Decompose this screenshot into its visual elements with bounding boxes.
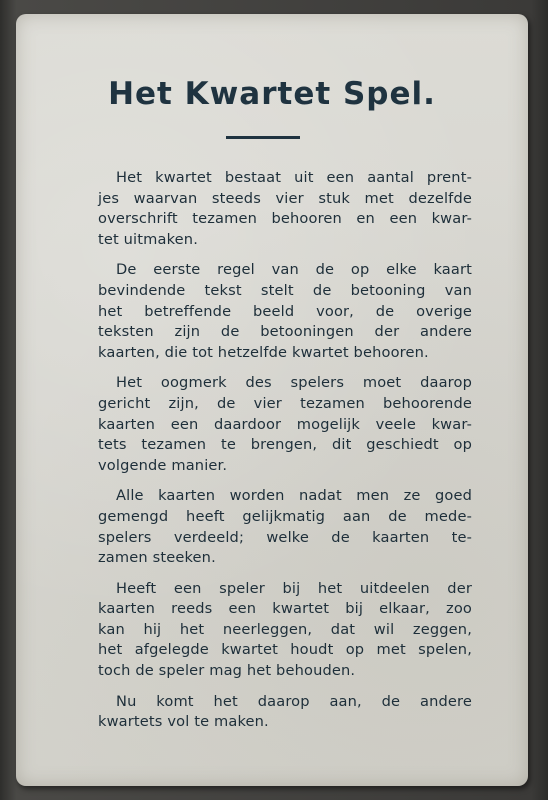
text-line: het afgelegde kwartet houdt op met spelen, [98, 641, 472, 659]
text-line: kaarten een daardoor mogelijk veele kwar- [98, 415, 472, 433]
text-line: kan hij het neerleggen, dat wil zeggen, [98, 620, 472, 638]
text-line: jes waarvan steeds vier stuk met dezelfde [98, 189, 472, 207]
text-line: bevindende tekst stelt de betooning van [98, 281, 472, 299]
text-line: Het oogmerk des spelers moet daarop [116, 374, 472, 392]
text-line: volgende manier. [98, 456, 228, 474]
paragraph-4 [80, 486, 472, 568]
text-line: teksten zijn de betooningen der andere [98, 323, 472, 341]
title-divider [226, 136, 300, 139]
card-title: Het Kwartet Spel. [108, 76, 436, 112]
text-line: tets tezamen te brengen, dit geschiedt op [98, 436, 472, 454]
game-rules-card [16, 14, 528, 786]
paragraph-5 [80, 579, 472, 682]
text-line: kwartets vol te maken. [98, 713, 269, 731]
text-line: De eerste regel van de op elke kaart [116, 261, 472, 279]
text-line: kaarten reeds een kwartet bij elkaar, zoo [98, 600, 472, 618]
text-line: overschrift tezamen behooren en een kwar- [98, 210, 472, 228]
paragraph-2 [80, 260, 472, 363]
text-line: Heeft een speler bij het uitdeelen der [116, 579, 472, 597]
text-line: toch de speler mag het behouden. [98, 662, 356, 680]
paragraph-6 [80, 692, 472, 733]
paragraph-3 [80, 373, 472, 476]
text-line: gemengd heeft gelijkmatig aan de mede- [98, 507, 472, 525]
text-line: gericht zijn, de vier tezamen behoorende [98, 394, 472, 412]
paragraph-1 [80, 168, 472, 250]
text-line: kaarten, die tot hetzelfde kwartet behooren. [98, 343, 429, 361]
text-line: Het kwartet bestaat uit een aantal prent- [116, 169, 472, 186]
rules-text [80, 168, 472, 743]
text-line: het betreffende beeld voor, de overige [98, 302, 472, 320]
text-line: zamen steeken. [98, 549, 216, 567]
text-line: Nu komt het daarop aan, de andere [116, 692, 472, 710]
text-line: spelers verdeeld; welke de kaarten te- [98, 528, 472, 546]
text-line: tet uitmaken. [98, 230, 198, 248]
text-line: Alle kaarten worden nadat men ze goed [116, 487, 472, 505]
